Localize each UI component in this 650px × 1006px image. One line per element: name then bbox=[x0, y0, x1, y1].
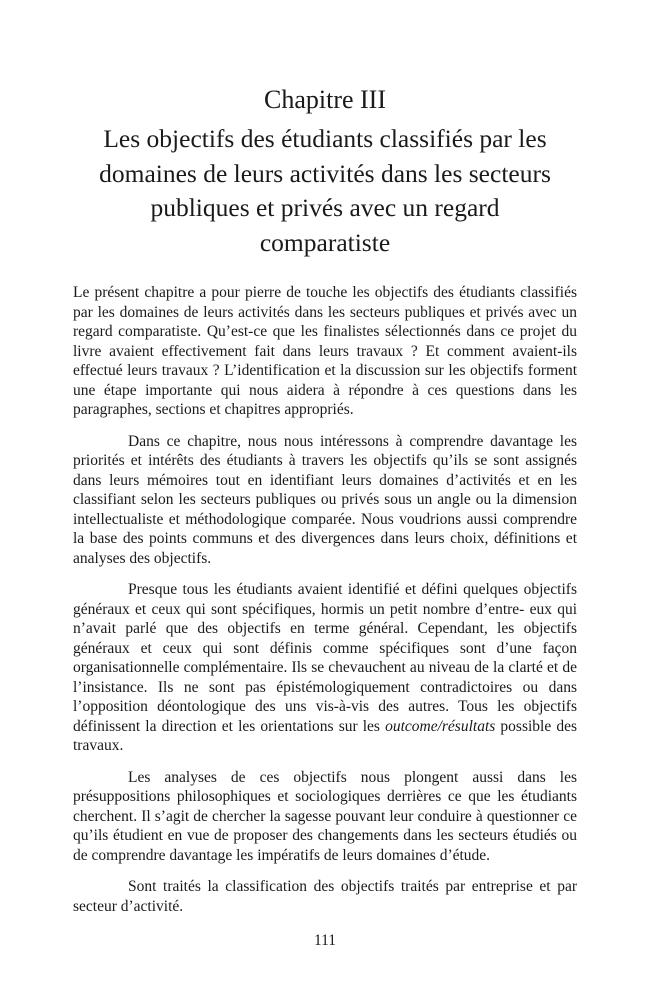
paragraph: Les analyses de ces objectifs nous plongent aussi dans les présuppositions philosophiques et sociologiques derrières ce que les étudiants cherchent. Il s’agit de chercher la sagesse pouvant leur conduire à questionner ce qu’ils étudient en vue de proposer des changements dans les secteurs étudiés ou de comprendre davantage les impératifs de leurs domaines d’étude. bbox=[73, 768, 577, 864]
paragraph-text: Presque tous les étudiants avaient identifié et défini quelques objectifs généraux et ceux qui sont spécifiques, hormis un petit nombre d’entre- eux qui n’avait parlé que des objectifs en terme général. Cependant, les objectifs généraux et ceux qui sont définis comme spécifiques sont d’une façon organisationnelle complémentaire. Ils se chevauchent au niveau de la clarté et de l’insistance. Ils ne sont pas épistémologiquement contradictoires ou dans l’opposition déontologique des uns vis-à-vis des autres. Tous les objectifs définissent la direction et les orientations sur les bbox=[73, 581, 577, 735]
chapter-title-line: domaines de leurs activités dans les secteurs bbox=[99, 158, 551, 188]
chapter-title bbox=[60, 122, 590, 260]
paragraph: Sont traités la classification des objectifs traités par entreprise et par secteur d’activité. bbox=[73, 878, 577, 915]
chapter-title-line: publiques et privés avec un regard bbox=[150, 193, 500, 222]
chapter-title-line: comparatiste bbox=[259, 227, 391, 257]
paragraph: Le présent chapitre a pour pierre de touche les objectifs des étudiants classifiés par les domaines de leurs activités dans les secteurs publiques et privés avec un regard comparatiste. Qu’est-ce que les finalistes sélectionnés dans ce projet du livre avaient effectivement fait dans leurs travaux ? Et comment avaient-ils effectué leurs travaux ? L’identification et la discussion sur les objectifs forment une étape importante qui nous aidera à répondre à ces questions dans les paragraphes, sections et chapitres appropriés. bbox=[73, 284, 577, 418]
emphasized-term: outcome/résultats bbox=[385, 717, 496, 735]
body-text bbox=[73, 283, 577, 916]
page-number: 111 bbox=[313, 932, 337, 949]
paragraph-text: possible des travaux. bbox=[73, 717, 577, 754]
chapter-label: Chapitre III bbox=[263, 85, 386, 114]
paragraph bbox=[73, 580, 577, 756]
chapter-title-line: Les objectifs des étudiants classifiés par les bbox=[103, 124, 547, 153]
paragraph: Dans ce chapitre, nous nous intéressons à comprendre davantage les priorités et intérêts des étudiants à travers les objectifs qu’ils se sont assignés dans leurs mémoires tout en identifiant leurs domaines d’activités et en les classifiant selon les secteurs publiques ou privés sous un angle ou la dimension intellectualiste et méthodologique comparée. Nous voudrions aussi comprendre la base des points communs et des divergences dans leurs choix, définitions et analyses des objectifs. bbox=[73, 432, 577, 567]
